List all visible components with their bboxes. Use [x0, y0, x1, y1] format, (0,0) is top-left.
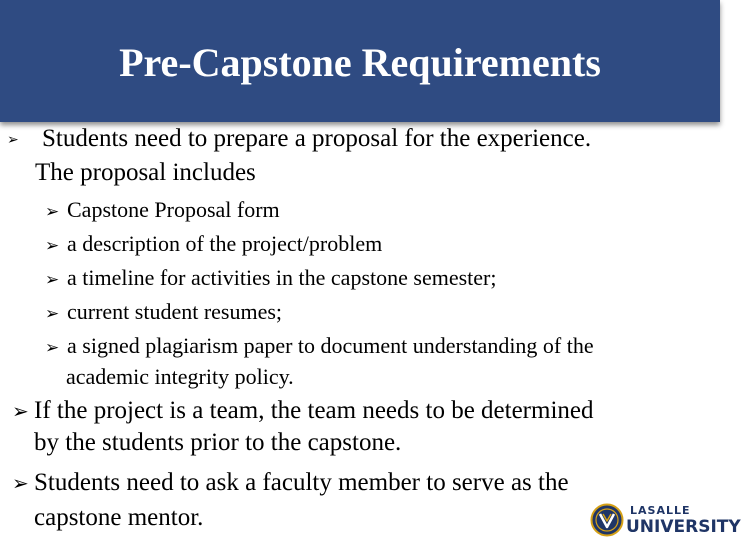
sub-bullet-label: a timeline for activities in the capstone semester; [67, 265, 497, 290]
bullet-2-line-2: by the students prior to the capstone. [34, 429, 402, 456]
logo-line-2: UNIVERSITY [626, 517, 741, 537]
sub-bullet-label: a description of the project/problem [67, 231, 383, 256]
arrow-bullet-icon: ➢ [45, 202, 60, 222]
bullet-1-line-2: The proposal includes [35, 159, 256, 186]
title-bar [0, 0, 720, 122]
sub-bullet-1 [45, 193, 280, 229]
sub-bullet-2 [45, 227, 382, 263]
sub-bullet-label: Capstone Proposal form [67, 197, 280, 222]
arrow-bullet-icon: ➢ [45, 304, 60, 324]
bullet-2-line-1 [12, 396, 594, 426]
arrow-bullet-icon: ➢ [12, 471, 29, 495]
logo-line-1: LASALLE [630, 504, 691, 517]
lasalle-university-logo [590, 503, 741, 540]
lasalle-seal-icon [590, 503, 624, 537]
sub-bullet-3 [45, 261, 496, 297]
arrow-bullet-icon: ➢ [7, 132, 19, 148]
arrow-bullet-icon: ➢ [45, 338, 60, 358]
sub-bullet-label: current student resumes; [67, 299, 283, 324]
arrow-bullet-icon: ➢ [45, 270, 60, 290]
bullet-1-line-1: Students need to prepare a proposal for the experience. [42, 125, 592, 152]
arrow-bullet-icon: ➢ [12, 399, 29, 423]
bullet-3-line-1 [12, 468, 569, 498]
slide-title: Pre-Capstone Requirements [119, 40, 601, 85]
bullet-2-text: If the project is a team, the team needs to be determined [34, 397, 594, 424]
sub-bullet-label: a signed plagiarism paper to document understanding of the [67, 333, 594, 358]
arrow-bullet-icon: ➢ [45, 236, 60, 256]
bullet-3-text: Students need to ask a faculty member to serve as the [34, 469, 569, 496]
bullet-3-line-2: capstone mentor. [34, 504, 204, 531]
sub-bullet-5-continuation: academic integrity policy. [66, 364, 294, 389]
sub-bullet-4 [45, 295, 282, 331]
